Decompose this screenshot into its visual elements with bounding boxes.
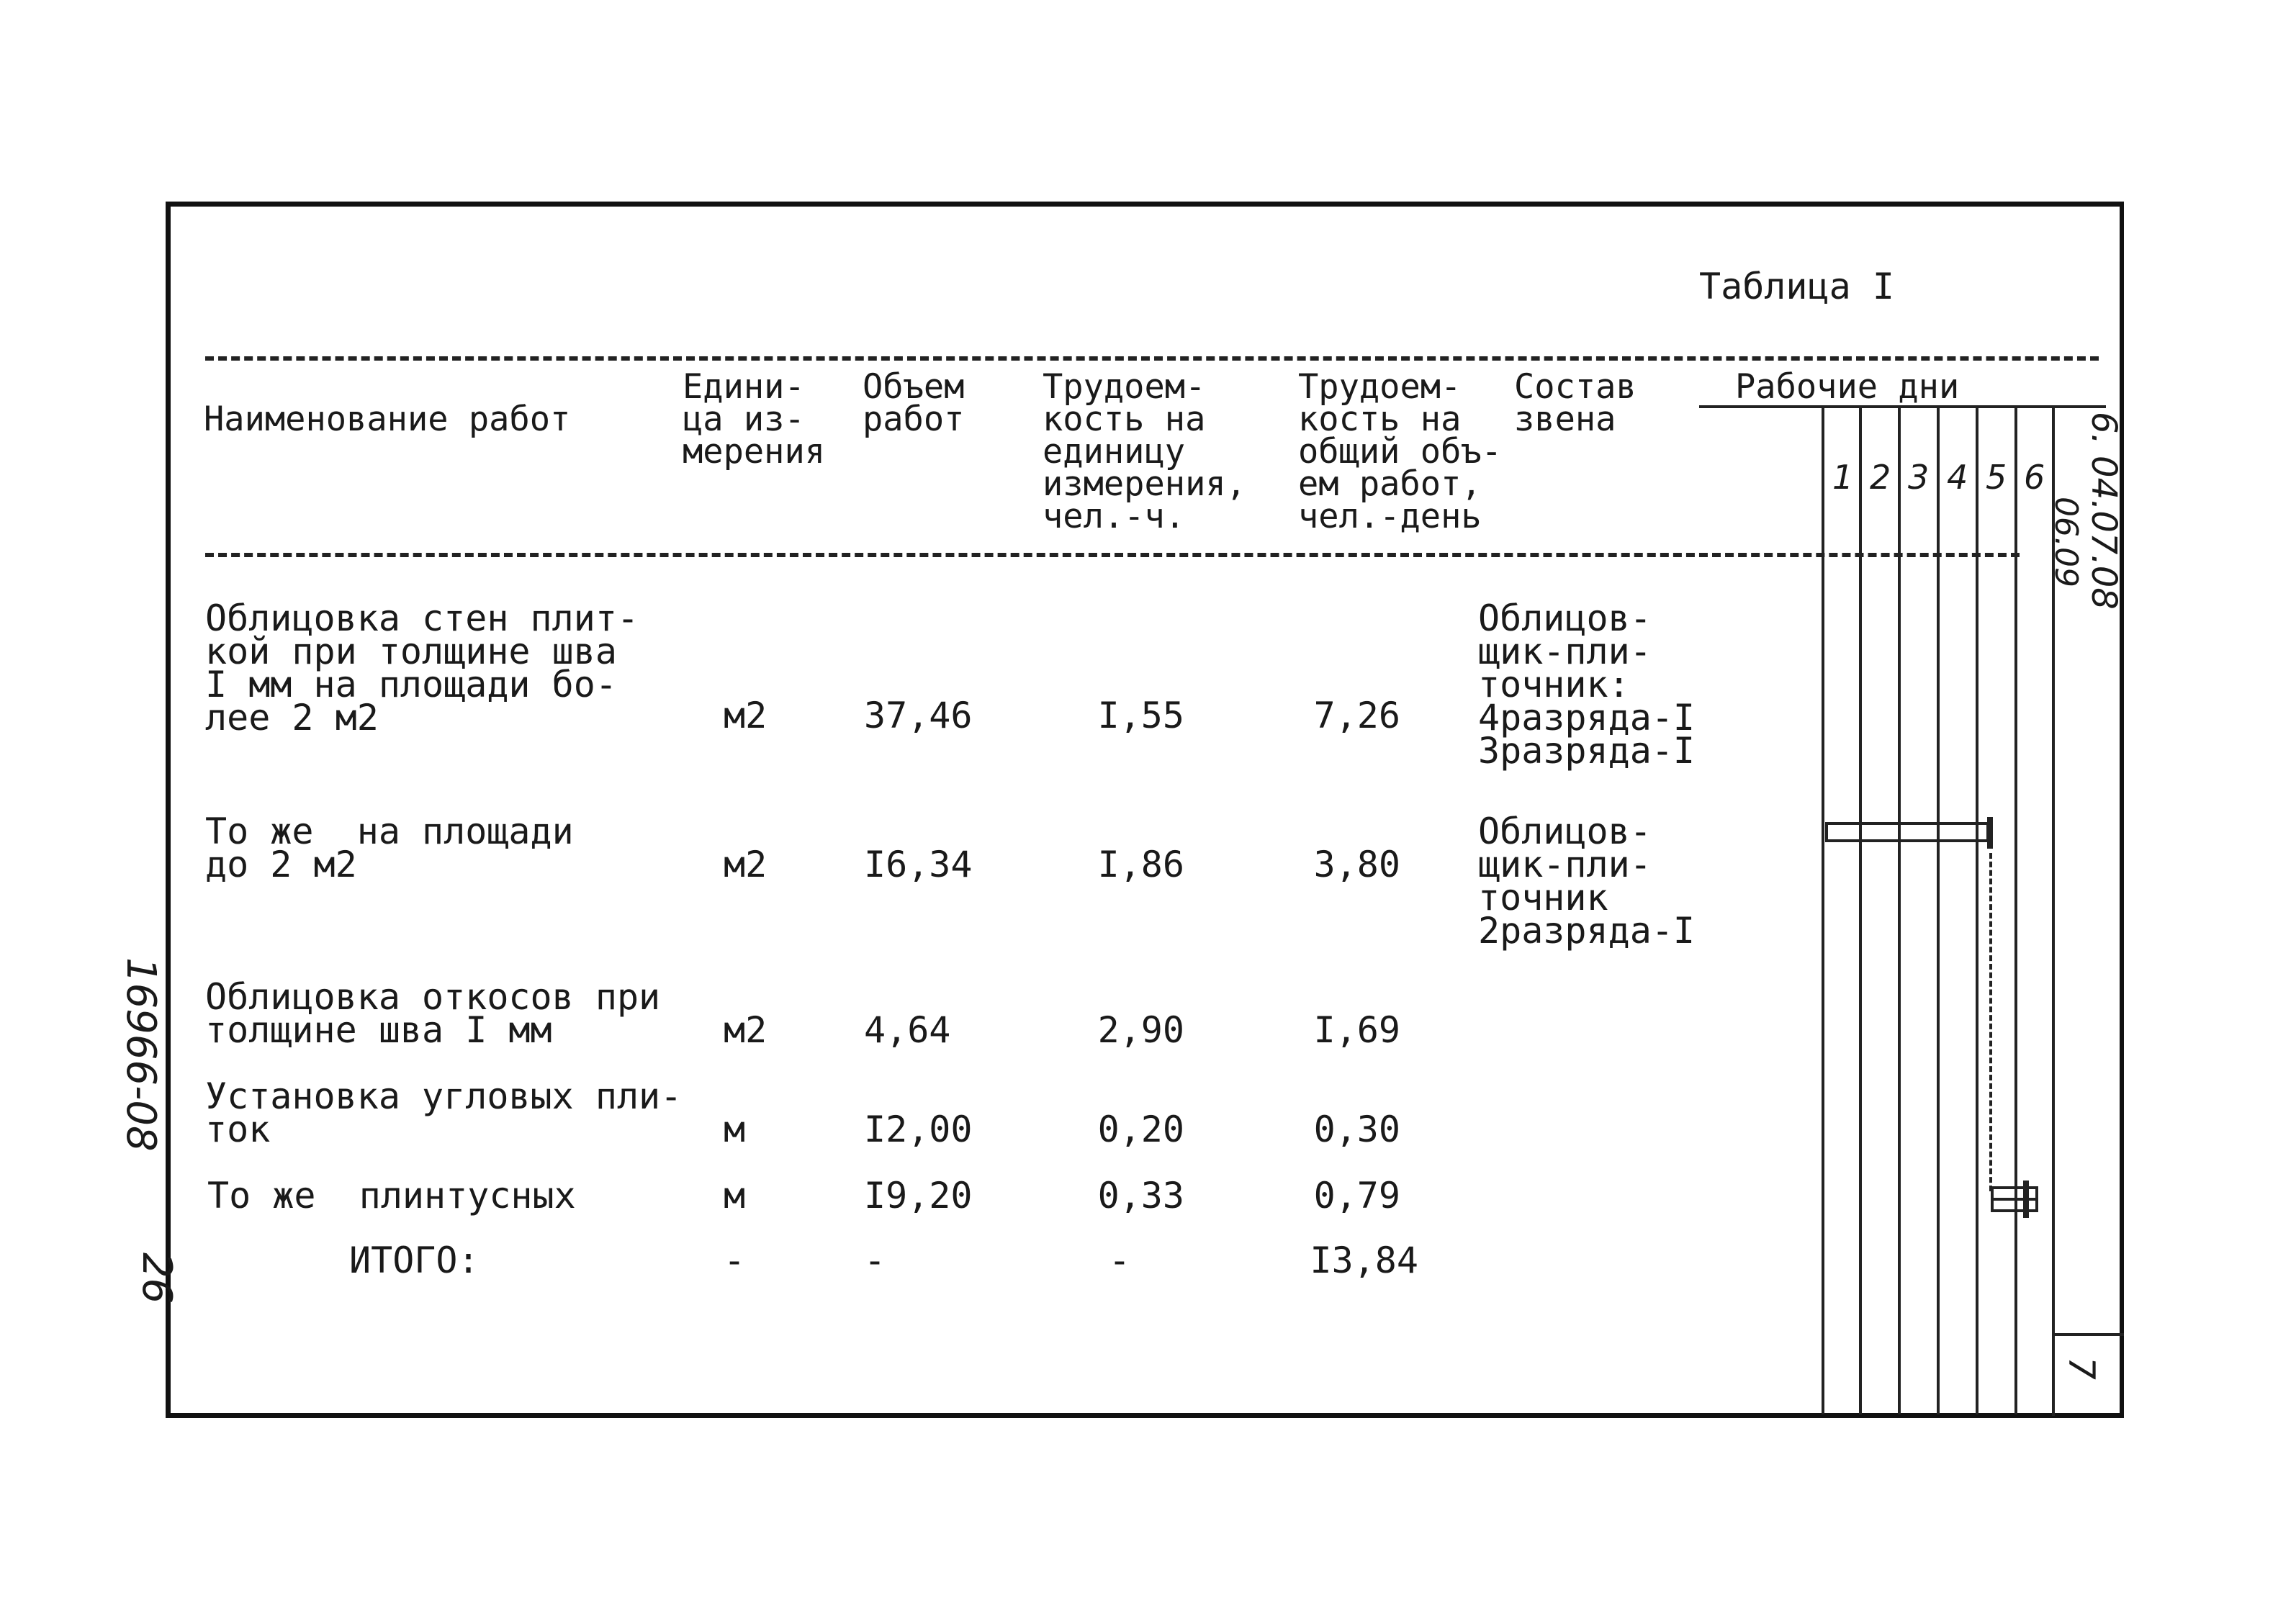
row-2-unit: м2 bbox=[724, 844, 767, 885]
row-4-labor-total: 0,30 bbox=[1313, 1109, 1400, 1150]
total-unit: - bbox=[724, 1240, 746, 1281]
schedule-bar-row-5-end bbox=[2023, 1181, 2029, 1218]
day-number-3: 3 bbox=[1908, 458, 1930, 497]
day-number-2: 2 bbox=[1870, 458, 1891, 497]
row-1-labor-total: 7,26 bbox=[1313, 695, 1400, 736]
row-5-unit: м bbox=[724, 1175, 746, 1216]
schedule-bar-row-5-second bbox=[1991, 1198, 2038, 1212]
row-1-volume: 37,46 bbox=[864, 695, 973, 736]
header-bottom-rule bbox=[205, 553, 2020, 557]
table-title: Таблица I bbox=[1699, 266, 1894, 307]
total-volume: - bbox=[864, 1240, 886, 1281]
row-3-volume: 4,64 bbox=[864, 1009, 951, 1051]
day-number-6: 6 bbox=[2024, 458, 2045, 497]
row-4-volume: I2,00 bbox=[864, 1109, 973, 1150]
row-3-name: Облицовка откосов при толщине шва I мм bbox=[205, 976, 661, 1051]
day-col-line-5 bbox=[1976, 405, 1978, 1414]
margin-right-code: 06.09 bbox=[2048, 497, 2084, 587]
row-4-unit: м bbox=[724, 1109, 746, 1150]
row-2-crew: Облицов- щик-пли- точник 2разряда-I bbox=[1478, 811, 1696, 952]
row-3-labor-unit: 2,90 bbox=[1097, 1009, 1184, 1051]
day-number-4: 4 bbox=[1947, 458, 1968, 497]
row-5-labor-total: 0,79 bbox=[1313, 1175, 1400, 1216]
row-1-crew: Облицов- щик-пли- точник: 4разряда-I 3разряда-I bbox=[1478, 597, 1696, 772]
header-labor-unit: Трудоем- кость на единицу измерения, чел.-ч. bbox=[1043, 367, 1246, 536]
row-3-labor-total: I,69 bbox=[1313, 1009, 1400, 1051]
total-label: ИТОГО: bbox=[349, 1240, 480, 1281]
day-number-1: 1 bbox=[1832, 458, 1854, 497]
total-labor-total: I3,84 bbox=[1310, 1240, 1418, 1281]
schedule-bar-row-2 bbox=[1825, 822, 1989, 842]
row-2-labor-unit: I,86 bbox=[1097, 844, 1184, 885]
margin-doc-code: 16966-08 bbox=[117, 957, 164, 1152]
day-col-line-3 bbox=[1898, 405, 1901, 1414]
total-labor-unit: - bbox=[1108, 1240, 1130, 1281]
row-2-volume: I6,34 bbox=[864, 844, 973, 885]
corner-number: 7 bbox=[2061, 1357, 2102, 1380]
row-5-name: То же плинтусных bbox=[207, 1175, 576, 1216]
row-1-unit: м2 bbox=[724, 695, 767, 736]
row-5-labor-unit: 0,33 bbox=[1097, 1175, 1184, 1216]
row-2-labor-total: 3,80 bbox=[1313, 844, 1400, 885]
header-volume: Объем работ bbox=[863, 367, 965, 439]
margin-right-date: 6. 04.07.08 bbox=[2084, 412, 2124, 610]
row-1-labor-unit: I,55 bbox=[1097, 695, 1184, 736]
row-3-unit: м2 bbox=[724, 1009, 767, 1051]
row-4-name: Установка угловых пли- ток bbox=[205, 1075, 683, 1150]
header-crew: Состав звена bbox=[1514, 367, 1637, 439]
row-1-name: Облицовка стен плит- кой при толщине шва I мм на площади бо- лее 2 м2 bbox=[205, 597, 639, 739]
day-col-line-6 bbox=[2014, 405, 2017, 1414]
day-col-line-2 bbox=[1859, 405, 1862, 1414]
header-labor-total: Трудоем- кость на общий объ- ем работ, чел.-день bbox=[1298, 367, 1502, 536]
day-col-line-4 bbox=[1937, 405, 1940, 1414]
row-5-volume: I9,20 bbox=[864, 1175, 973, 1216]
header-top-rule bbox=[205, 356, 2099, 361]
header-name: Наименование работ bbox=[204, 400, 571, 439]
header-days: Рабочие дни bbox=[1735, 367, 1960, 407]
header-unit: Едини- ца из- мерения bbox=[683, 367, 826, 471]
row-4-labor-unit: 0,20 bbox=[1097, 1109, 1184, 1150]
schedule-dashed-link bbox=[1989, 853, 1992, 1191]
day-number-5: 5 bbox=[1986, 458, 2007, 497]
day-col-line-1 bbox=[1822, 405, 1824, 1414]
margin-page-number: 26 bbox=[133, 1252, 180, 1304]
schedule-bar-row-2-end bbox=[1987, 817, 1993, 849]
row-2-name: То же на площади до 2 м2 bbox=[205, 811, 574, 885]
